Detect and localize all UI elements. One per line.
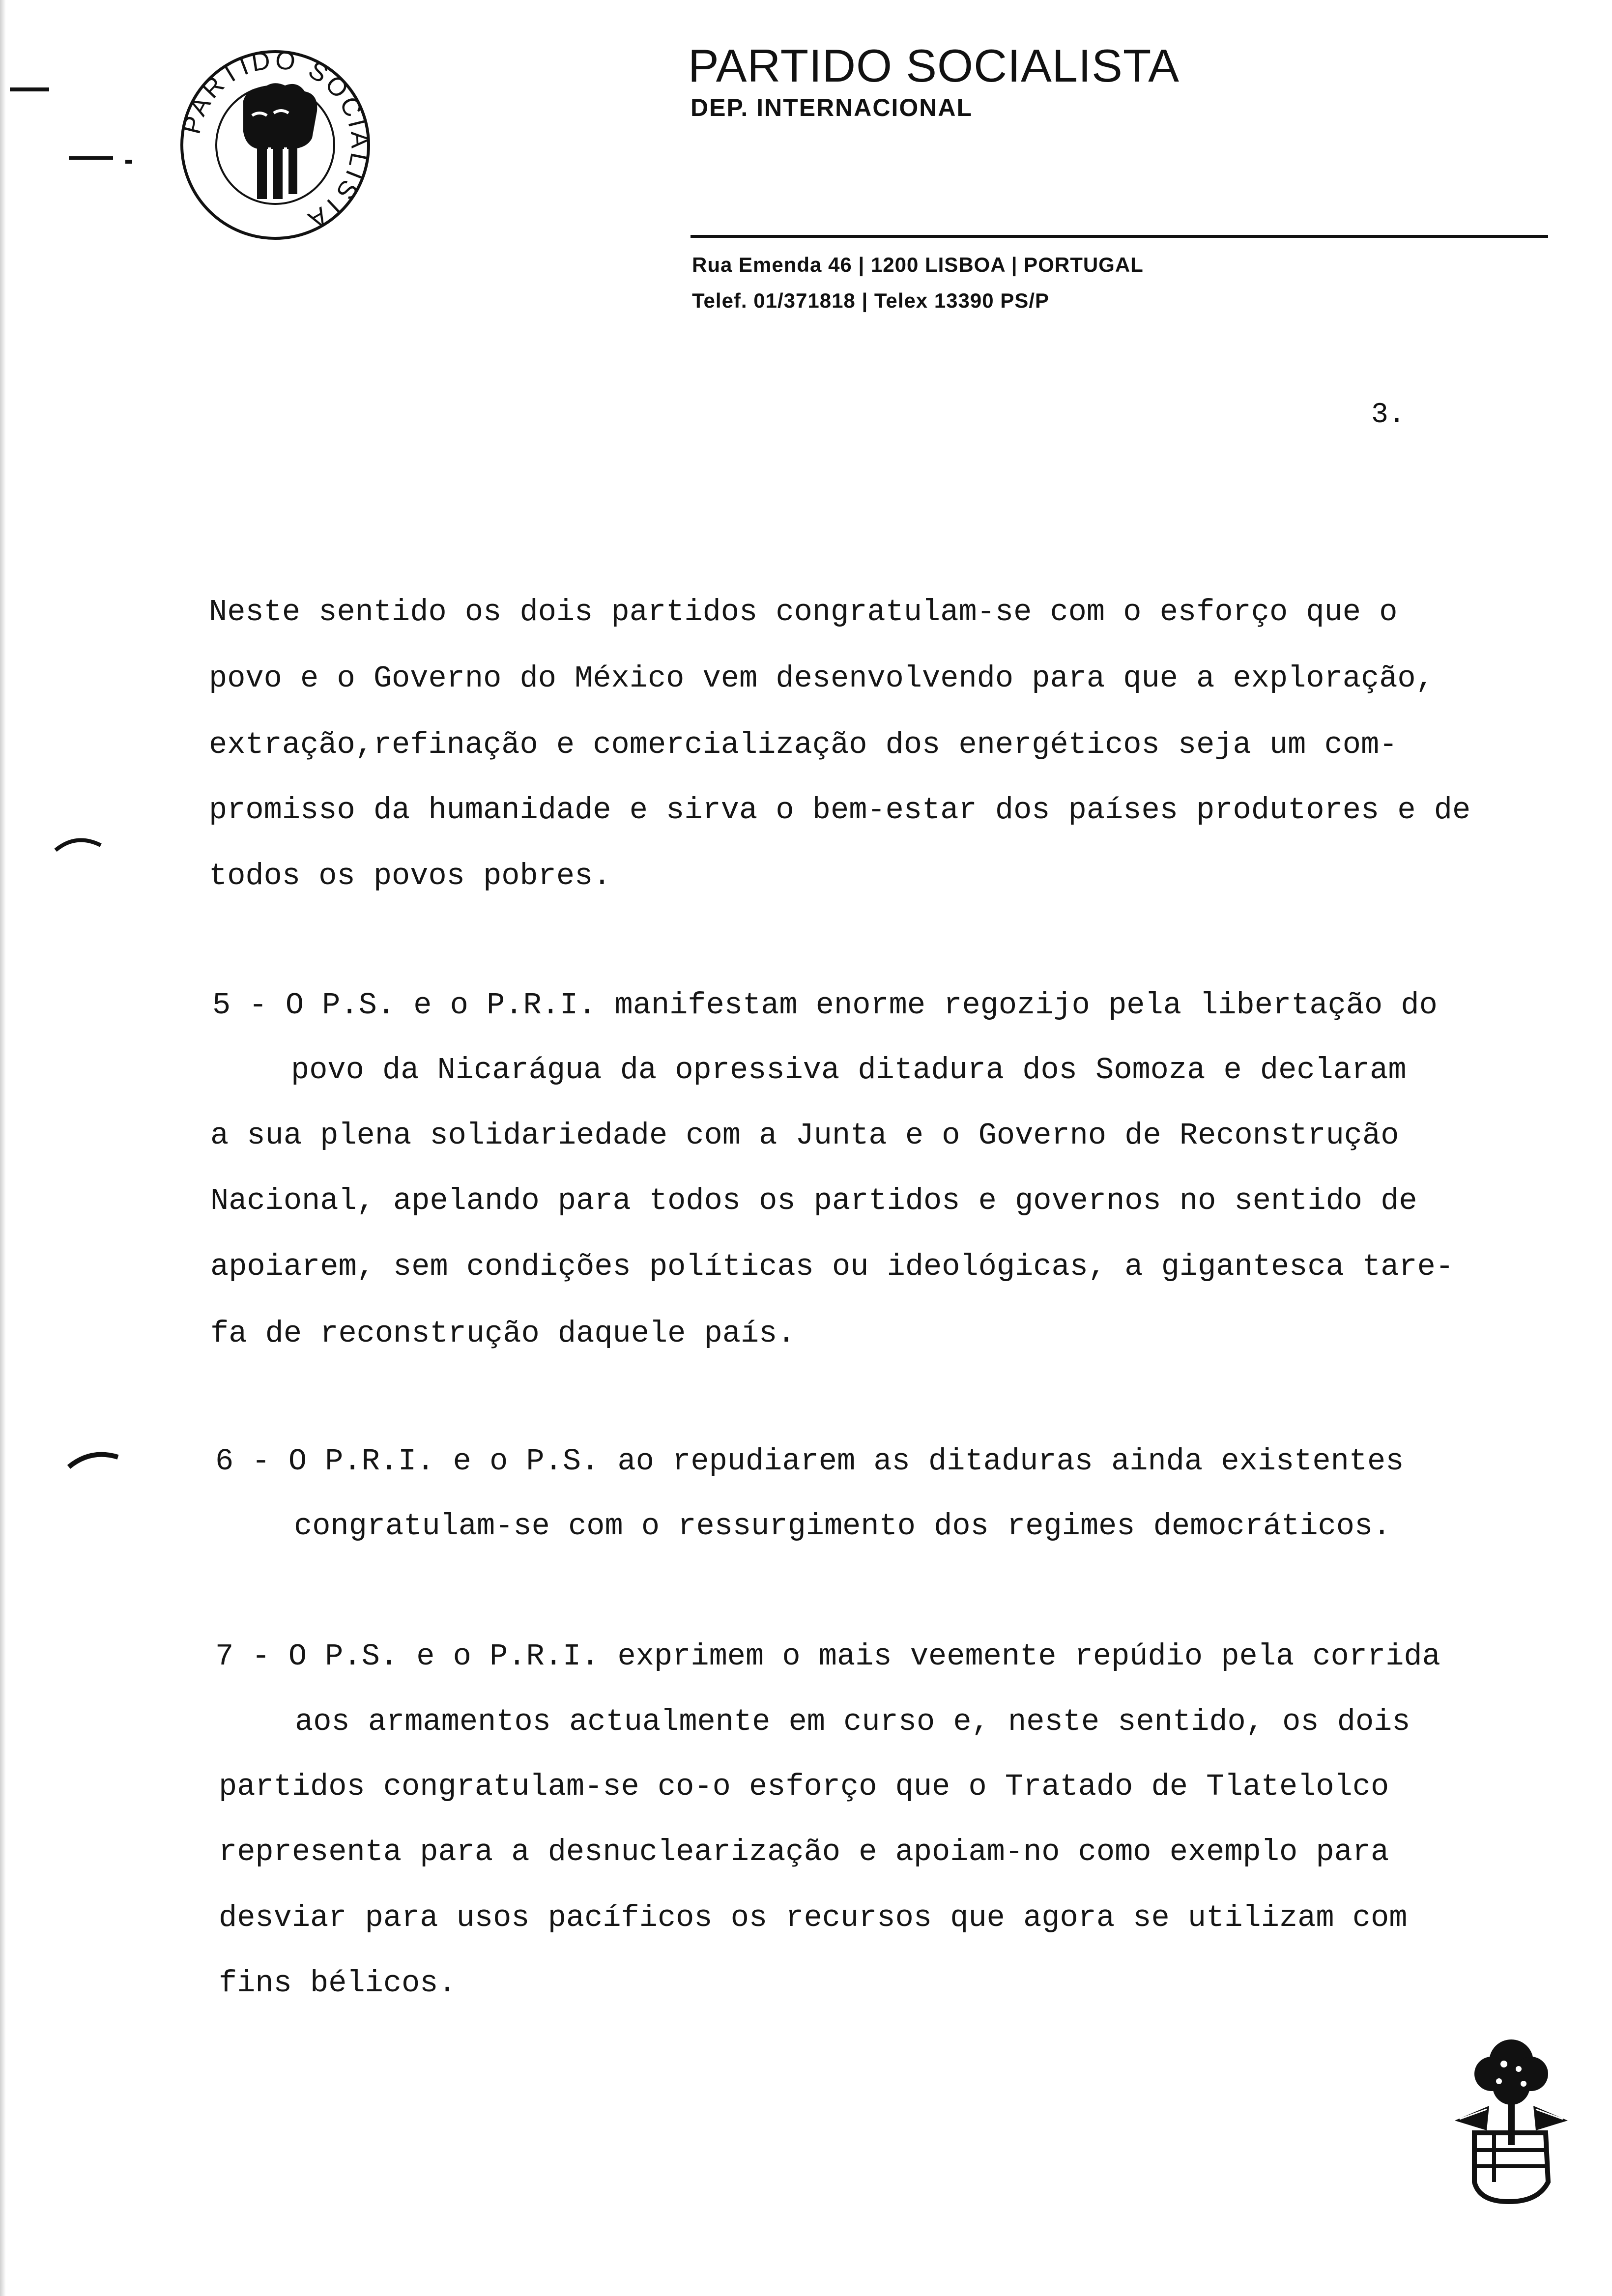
organization-name: PARTIDO SOCIALISTA [688,40,1180,91]
text-line: todos os povos pobres. [209,859,611,893]
text-line: extração,refinação e comercialização dos energéticos seja um com- [209,727,1398,762]
text-line: partidos congratulam-se co-o esforço que o Tratado de Tlatelolco [219,1769,1389,1804]
scan-mark [125,160,132,164]
page-number: 3. [1371,399,1406,431]
scan-edge-shadow [0,0,6,2296]
address-line: Rua Emenda 46 | 1200 LISBOA | PORTUGAL [692,253,1144,276]
text-line: povo e o Governo do México vem desenvolvendo para que a exploração, [209,661,1434,696]
text-line: fa de reconstrução daquele país. [210,1316,796,1351]
text-line: apoiarem, sem condições políticas ou ideológicas, a gigantesca tare- [210,1249,1454,1284]
text-line: desviar para usos pacíficos os recursos que agora se utilizam com [219,1900,1408,1935]
text-line: a sua plena solidariedade com a Junta e o Governo de Reconstrução [210,1118,1399,1153]
scan-mark [64,1445,123,1474]
text-line: Neste sentido os dois partidos congratulam-se com o esforço que o [209,595,1398,630]
logo-ring-text: PARTIDO SOCIALISTA [177,47,374,236]
text-line: aos armamentos actualmente em curso e, neste sentido, os dois [295,1704,1410,1739]
rose-fist-emblem [1440,2035,1583,2207]
text-line: promisso da humanidade e sirva o bem-estar dos países produtores e de [209,793,1471,828]
text-line: representa para a desnuclearização e apoiam-no como exemplo para [219,1835,1389,1869]
header-divider [691,235,1548,238]
text-line: povo da Nicarágua da opressiva ditadura dos Somoza e declaram [291,1053,1407,1088]
scan-mark [52,831,106,860]
text-line: congratulam-se com o ressurgimento dos regimes democráticos. [294,1509,1391,1544]
text-line: fins bélicos. [219,1966,457,2001]
department-name: DEP. INTERNACIONAL [691,94,973,121]
telephone-line: Telef. 01/371818 | Telex 13390 PS/P [692,289,1049,312]
text-line: 7 - O P.S. e o P.R.I. exprimem o mais veemente repúdio pela corrida [215,1639,1440,1674]
text-line: Nacional, apelando para todos os partidos e governos no sentido de [210,1183,1417,1218]
text-line: 6 - O P.R.I. e o P.S. ao repudiarem as ditaduras ainda existentes [215,1444,1404,1479]
scan-mark [69,156,113,160]
party-fist-logo [170,47,381,243]
scan-mark [10,87,49,91]
text-line: 5 - O P.S. e o P.R.I. manifestam enorme regozijo pela libertação do [212,988,1438,1023]
